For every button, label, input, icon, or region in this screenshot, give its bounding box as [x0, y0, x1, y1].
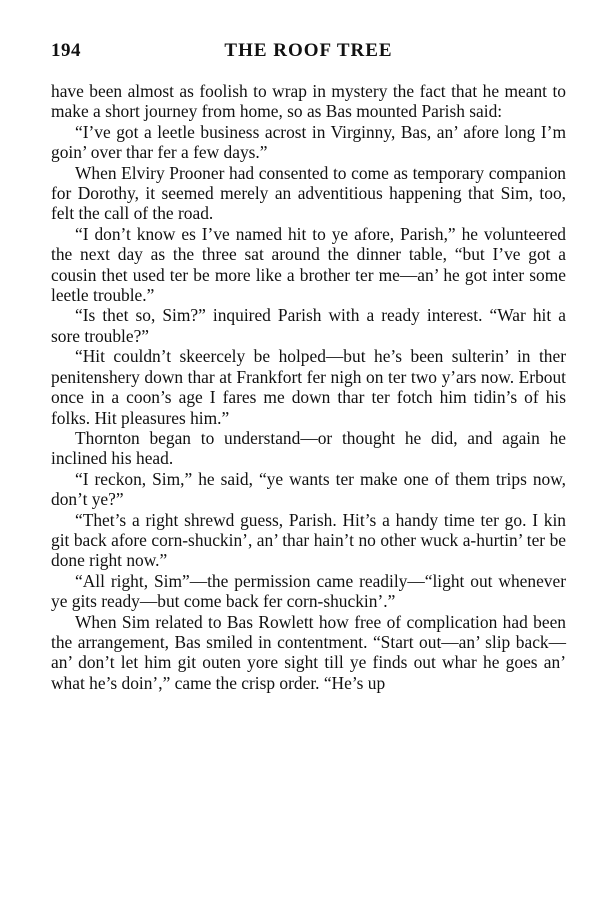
running-title: THE ROOF TREE [224, 40, 393, 61]
paragraph: “Is thet so, Sim?” inquired Parish with a ready interest. “War hit a sore trouble?” [51, 305, 566, 346]
paragraph: When Sim related to Bas Rowlett how free of complication had been the arrangement, Bas smiled in contentment. “Start out—an’ slip back—an’ don’t let him git outen yore sight till ye finds out whar he goes an’ what he’s doin’,” came the crisp order. “He’s up [51, 611, 566, 693]
paragraph: “I don’t know es I’ve named hit to ye afore, Parish,” he volunteered the next day as the three sat around the dinner table, “but I’ve got a cousin thet used ter be more like a brother ter me—an’ he got inter some leetle trouble.” [51, 223, 566, 306]
paragraph: Thornton began to understand—or thought he did, and again he inclined his head. [51, 427, 566, 469]
page-number: 194 [51, 40, 81, 61]
paragraph: have been almost as foolish to wrap in mystery the fact that he meant to make a short journey from home, so as Bas mounted Parish said: [51, 81, 566, 122]
paragraph: “All right, Sim”—the permission came readily—“light out whenever ye gits ready—but come back fer corn-shuckin’.” [51, 570, 566, 612]
body-text [51, 81, 566, 693]
paragraph: “I reckon, Sim,” he said, “ye wants ter make one of them trips now, don’t ye?” [51, 468, 566, 510]
book-page [51, 40, 566, 693]
paragraph: “Thet’s a right shrewd guess, Parish. Hit’s a handy time ter go. I kin git back afore corn-shuckin’, an’ thar hain’t no other wuck a-hurtin’ ter be done right now.” [51, 509, 566, 571]
paragraph: When Elviry Prooner had consented to come as temporary companion for Dorothy, it seemed merely an adventitious happening that Sim, too, felt the call of the road. [51, 162, 566, 224]
paragraph: “Hit couldn’t skeercely be holped—but he’s been sulterin’ in ther penitenshery down thar at Frankfort fer nigh on ter two y’ars now. Erbout once in a coon’s age I fares me down thar ter fotch him tidin’s of his folks. Hit pleasures him.” [51, 346, 566, 428]
paragraph: “I’ve got a leetle business acrost in Virginny, Bas, an’ afore long I’m goin’ over thar fer a few days.” [51, 121, 566, 163]
running-head [51, 40, 566, 70]
